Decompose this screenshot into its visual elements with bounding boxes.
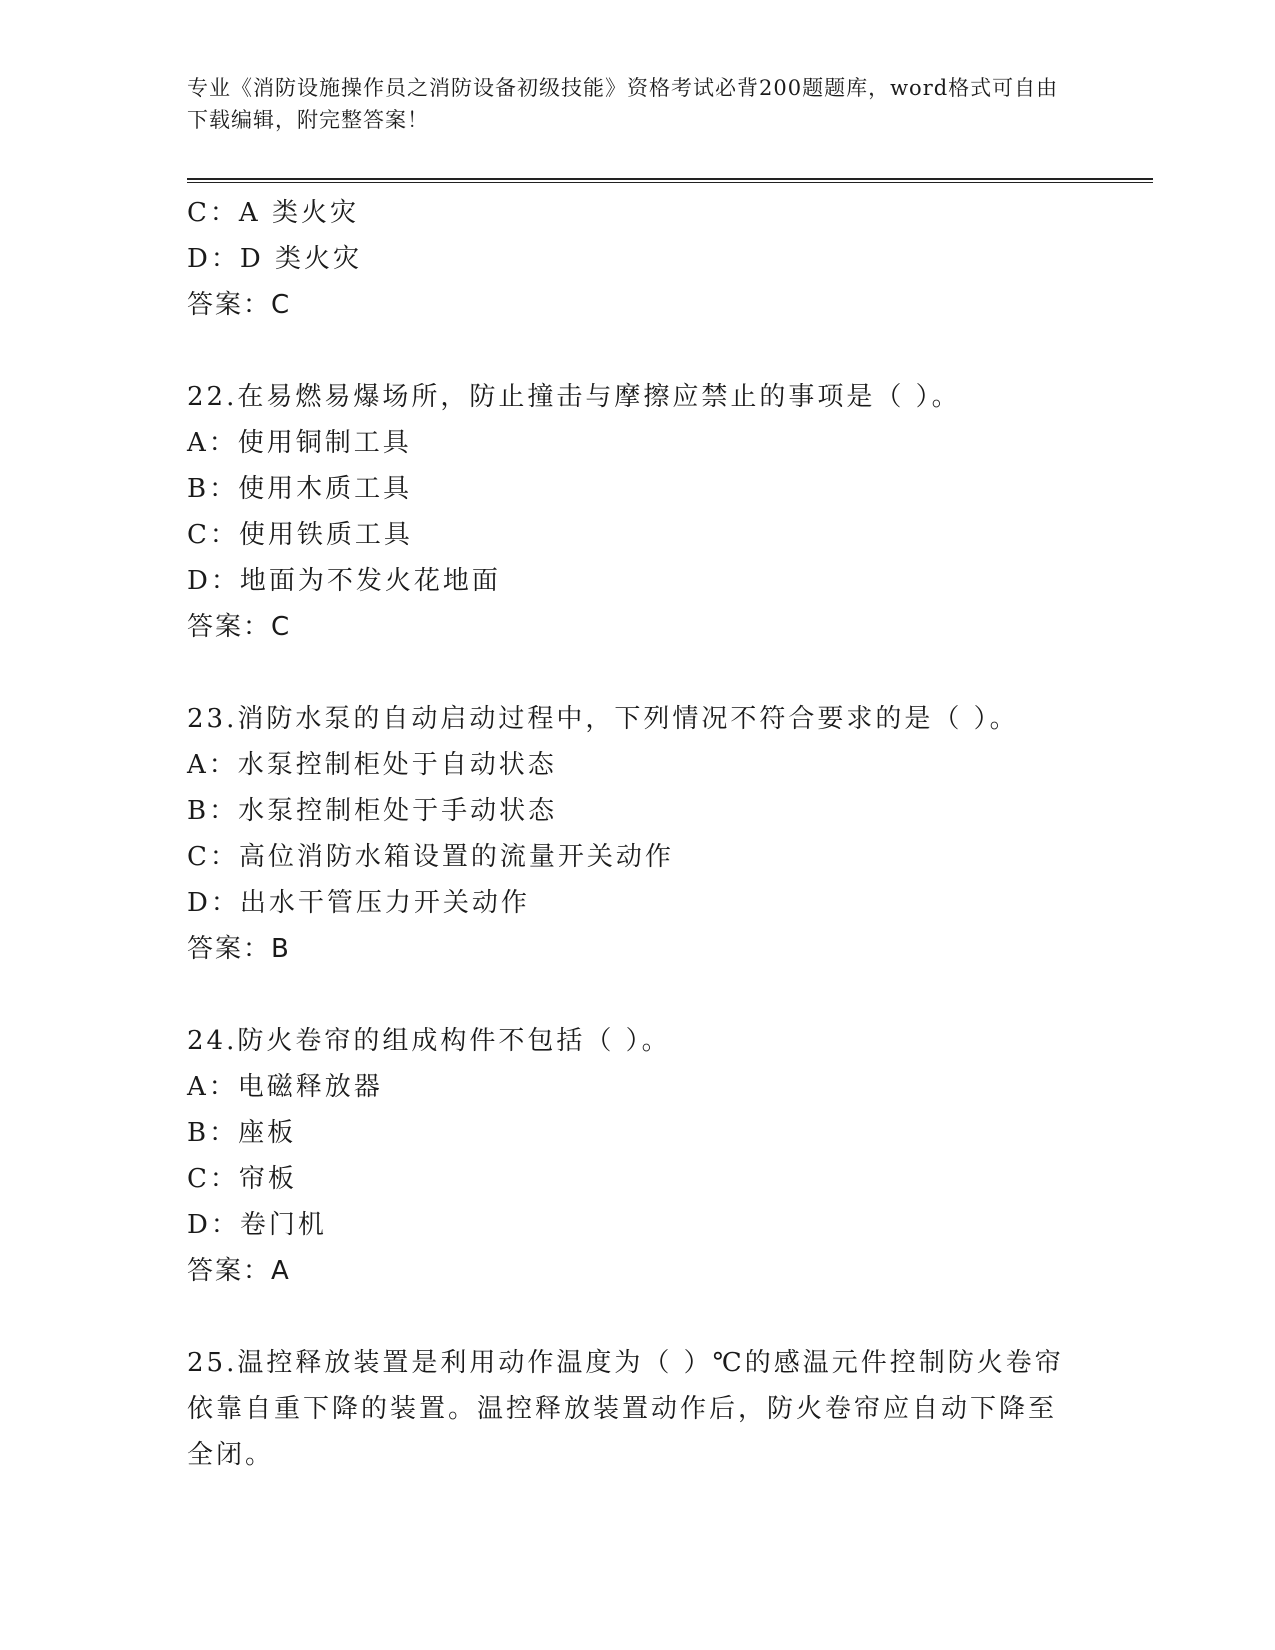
option-a xyxy=(187,742,1087,788)
option-text: 使用木质工具 xyxy=(238,474,413,504)
option-label: C： xyxy=(187,520,239,550)
answer-line: 答案：C xyxy=(187,612,292,642)
option-text: 帘板 xyxy=(238,1164,297,1194)
spacer xyxy=(187,1294,1087,1340)
option-label: B： xyxy=(187,474,239,504)
page-header: 专业《消防设施操作员之消防设备初级技能》资格考试必背200题题库，word格式可自由下载编辑，附完整答案！ xyxy=(187,76,1059,132)
answer-line: 答案：B xyxy=(187,934,291,964)
option-label: C： xyxy=(187,842,239,872)
option-text: 使用铜制工具 xyxy=(237,428,412,458)
option-label: D： xyxy=(187,244,240,274)
spacer xyxy=(187,328,1087,374)
option-label: B： xyxy=(187,1118,239,1148)
question-content xyxy=(187,190,1087,1478)
option-text: 座板 xyxy=(238,1118,297,1148)
option-b xyxy=(187,788,1087,834)
option-label: D： xyxy=(187,1210,240,1240)
option-c xyxy=(187,834,1087,880)
option-text: 水泵控制柜处于自动状态 xyxy=(237,750,557,780)
question-stem: 22.在易燃易爆场所，防止撞击与摩擦应禁止的事项是（ ）。 xyxy=(187,382,961,412)
option-label: B： xyxy=(187,796,239,826)
option-label: D： xyxy=(187,566,240,596)
option-c xyxy=(187,1156,1087,1202)
option-text: 高位消防水箱设置的流量开关动作 xyxy=(238,842,674,872)
answer-line: 答案：C xyxy=(187,290,292,320)
option-d xyxy=(187,236,1087,282)
option-b xyxy=(187,1110,1087,1156)
option-b xyxy=(187,466,1087,512)
option-text: 电磁释放器 xyxy=(237,1072,383,1102)
spacer xyxy=(187,650,1087,696)
option-text: 卷门机 xyxy=(239,1210,327,1240)
option-label: A： xyxy=(187,750,238,780)
option-text: 使用铁质工具 xyxy=(238,520,413,550)
option-d xyxy=(187,880,1087,926)
option-d xyxy=(187,1202,1087,1248)
header-divider xyxy=(187,178,1153,183)
option-label: D： xyxy=(187,888,240,918)
option-text: 地面为不发火花地面 xyxy=(239,566,501,596)
question-stem: 23.消防水泵的自动启动过程中，下列情况不符合要求的是（ ）。 xyxy=(187,704,1019,734)
option-label: A： xyxy=(187,1072,238,1102)
option-d xyxy=(187,558,1087,604)
option-text: 水泵控制柜处于手动状态 xyxy=(238,796,558,826)
option-label: A： xyxy=(187,428,238,458)
question-stem: 25.温控释放装置是利用动作温度为（ ）℃的感温元件控制防火卷帘依靠自重下降的装置。温控释放装置动作后，防火卷帘应自动下降至全闭。 xyxy=(187,1348,1064,1470)
option-c xyxy=(187,190,1087,236)
option-a xyxy=(187,420,1087,466)
option-label: C： xyxy=(187,198,239,228)
option-text: A 类火灾 xyxy=(238,198,359,228)
option-label: C： xyxy=(187,1164,239,1194)
option-text: 出水干管压力开关动作 xyxy=(239,888,530,918)
answer-line: 答案：A xyxy=(187,1256,291,1286)
option-a xyxy=(187,1064,1087,1110)
question-stem: 24.防火卷帘的组成构件不包括（ ）。 xyxy=(187,1026,671,1056)
option-c xyxy=(187,512,1087,558)
option-text: D 类火灾 xyxy=(239,244,362,274)
spacer xyxy=(187,972,1087,1018)
